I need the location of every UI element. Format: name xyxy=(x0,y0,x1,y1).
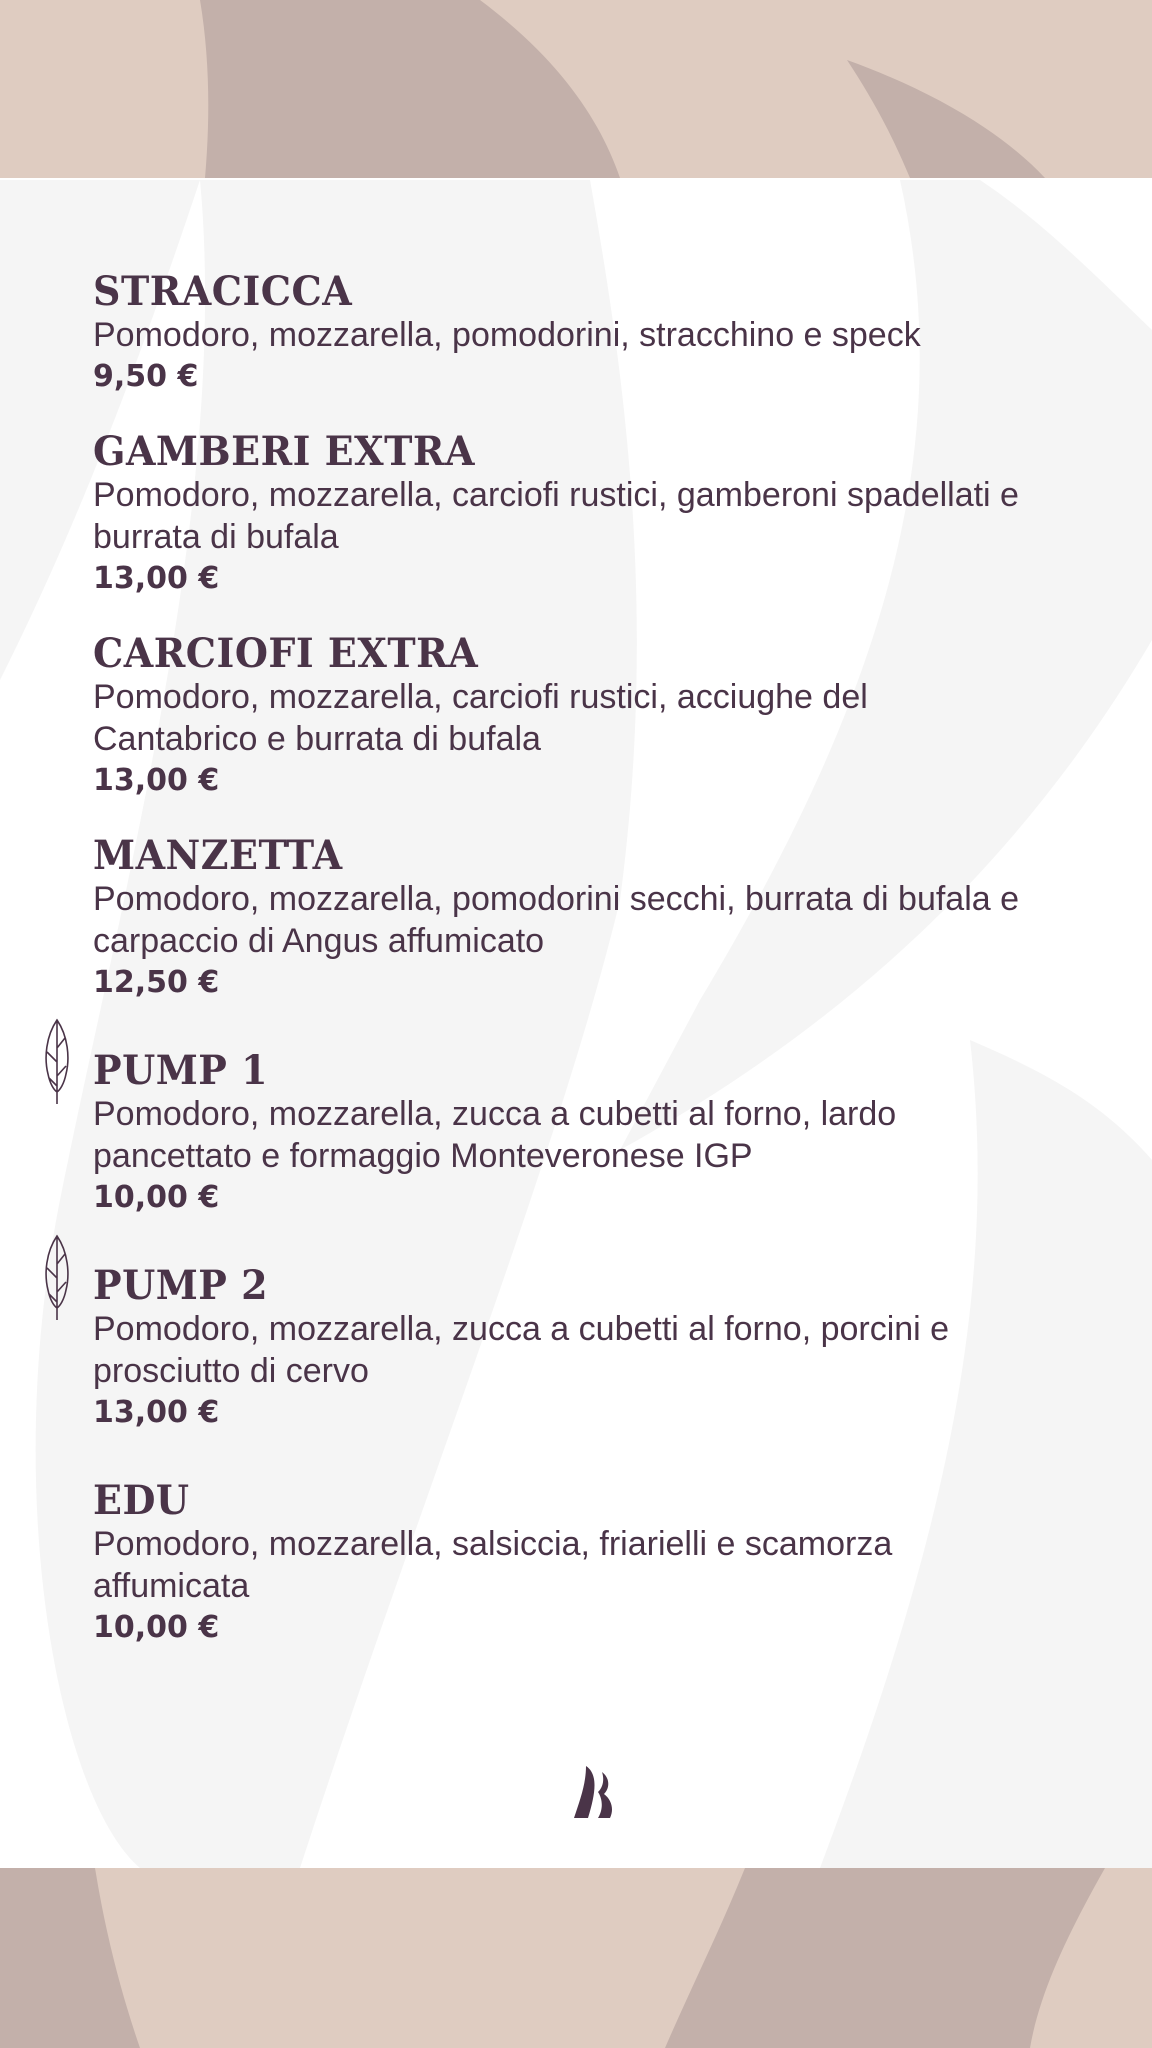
item-name: PUMP 2 xyxy=(93,1260,269,1309)
menu-item-pump-1 xyxy=(93,1047,1093,1219)
item-description: Pomodoro, mozzarella, carciofi rustici, gamberoni spadellati e burrata di bufala xyxy=(93,476,1019,556)
item-name: GAMBERI EXTRA xyxy=(93,426,475,475)
item-price: 9,50 € xyxy=(93,359,199,394)
item-description: Pomodoro, mozzarella, zucca a cubetti al forno, porcini e prosciutto di cervo xyxy=(93,1310,950,1390)
item-name: CARCIOFI EXTRA xyxy=(93,628,479,677)
item-name: STRACICCA xyxy=(93,266,353,315)
item-description: Pomodoro, mozzarella, pomodorini secchi, burrata di bufala e carpaccio di Angus affumicato xyxy=(93,880,1020,960)
item-description: Pomodoro, mozzarella, salsiccia, friarielli e scamorza affumicata xyxy=(93,1525,893,1605)
leaf-icon xyxy=(44,1018,70,1106)
item-price: 13,00 € xyxy=(93,763,220,798)
item-description: Pomodoro, mozzarella, zucca a cubetti al forno, lardo pancettato e formaggio Monteveronese IGP xyxy=(93,1095,897,1175)
menu-item-carciofi-extra xyxy=(93,630,1093,802)
leaf-icon xyxy=(44,1234,70,1322)
item-name: PUMP 1 xyxy=(93,1045,269,1094)
item-name: EDU xyxy=(93,1475,190,1524)
item-price: 13,00 € xyxy=(93,561,220,596)
item-price: 10,00 € xyxy=(93,1610,220,1645)
menu-item-pump-2 xyxy=(93,1262,1093,1434)
brand-logo xyxy=(572,1764,620,1820)
menu-item-gamberi-extra xyxy=(93,428,1093,600)
item-description: Pomodoro, mozzarella, carciofi rustici, acciughe del Cantabrico e burrata di bufala xyxy=(93,678,868,758)
menu-item-edu xyxy=(93,1477,1093,1649)
item-price: 13,00 € xyxy=(93,1395,220,1430)
item-name: MANZETTA xyxy=(93,830,343,879)
item-price: 10,00 € xyxy=(93,1180,220,1215)
item-description: Pomodoro, mozzarella, pomodorini, stracchino e speck xyxy=(93,316,921,354)
menu-item-manzetta xyxy=(93,832,1093,1004)
item-price: 12,50 € xyxy=(93,965,220,1000)
menu-item-stracicca xyxy=(93,268,1093,398)
